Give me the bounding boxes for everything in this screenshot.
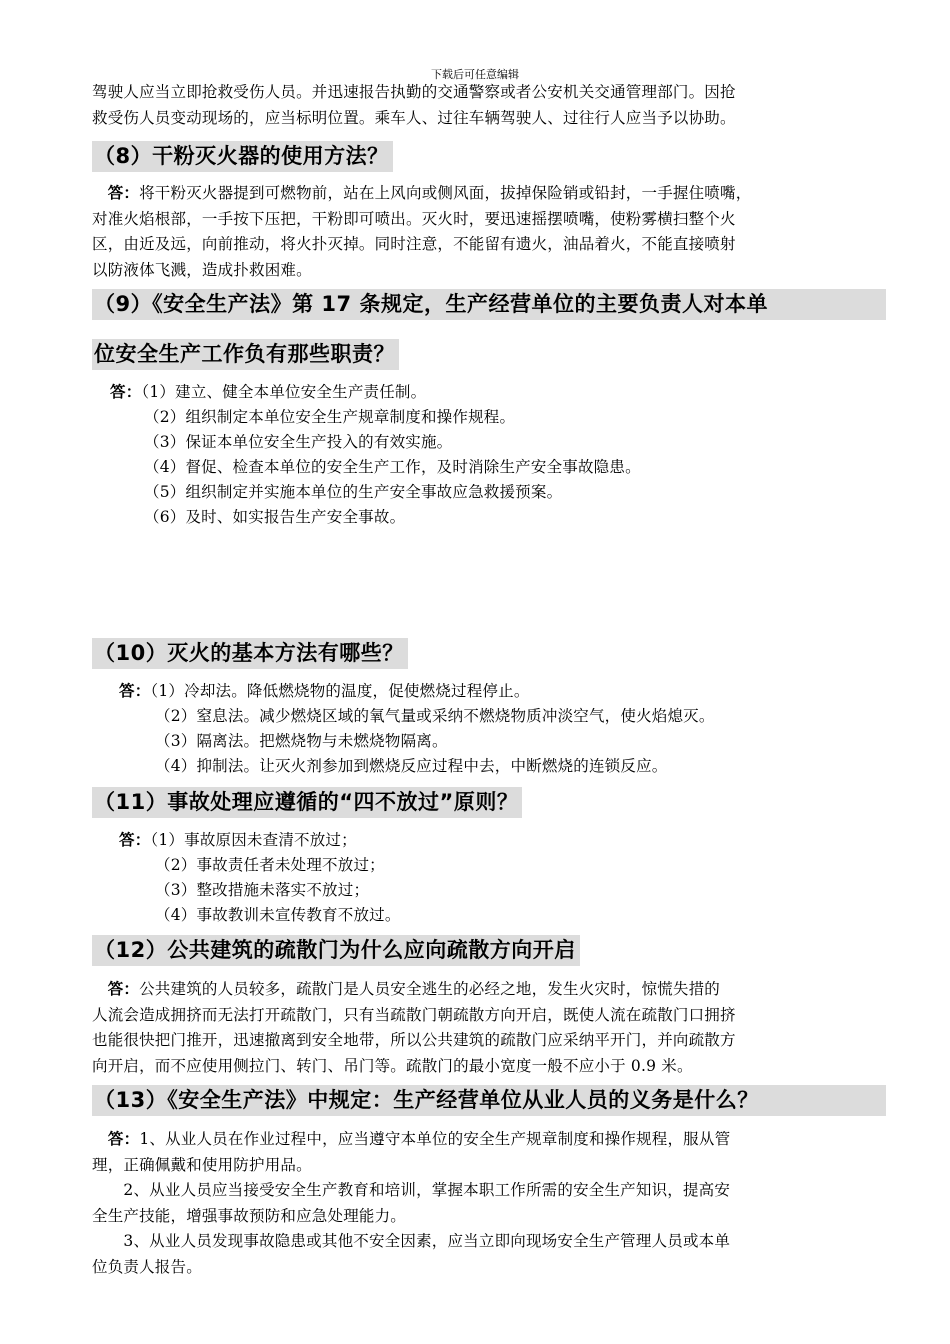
answer-item: （4）督促、检查本单位的安全生产工作，及时消除生产安全事故隐患。 xyxy=(144,458,641,476)
answer-item: （2）窒息法。减少燃烧区域的氧气量或采纳不燃烧物质冲淡空气，使火焰熄灭。 xyxy=(155,707,715,725)
question-8-heading: （8）干粉灭火器的使用方法？ xyxy=(92,141,393,172)
text-line: 人流会造成拥挤而无法打开疏散门，只有当疏散门朝疏散方向开启，既使人流在疏散门口拥挤 xyxy=(92,1005,736,1024)
text-line: 3、从业人员发现事故隐患或其他不安全因素，应当立即向现场安全生产管理人员或本单 xyxy=(123,1232,731,1250)
question-9-heading-line1: （9）《安全生产法》第 17 条规定，生产经营单位的主要负责人对本单 xyxy=(92,289,886,320)
intro-paragraph xyxy=(92,80,884,131)
answer-label: 答： xyxy=(119,830,151,849)
text-line: 位负责人报告。 xyxy=(92,1257,202,1276)
answer-item: （3）保证本单位安全生产投入的有效实施。 xyxy=(144,433,453,451)
answer-item: （2）组织制定本单位安全生产规章制度和操作规程。 xyxy=(144,408,516,426)
answer-item: （4）抑制法。让灭火剂参加到燃烧反应过程中去，中断燃烧的连锁反应。 xyxy=(155,757,668,775)
answer-label: 答： xyxy=(107,1129,140,1148)
question-11-heading: （11）事故处理应遵循的“四不放过”原则？ xyxy=(92,787,522,818)
question-12-heading: （12）公共建筑的疏散门为什么应向疏散方向开启 xyxy=(92,935,580,966)
question-12-answer xyxy=(92,976,884,1079)
answer-label: 答： xyxy=(119,681,151,700)
answer-item: （4）事故教训未宣传教育不放过。 xyxy=(155,906,401,924)
question-13-answer xyxy=(92,1126,884,1280)
text-line: 答：将干粉灭火器提到可燃物前，站在上风向或侧风面，拔掉保险销或铅封，一手握住喷嘴， xyxy=(107,183,752,202)
answer-label: 答： xyxy=(107,183,140,202)
answer-item: 答：（1）冷却法。降低燃烧物的温度，促使燃烧过程停止。 xyxy=(119,681,530,700)
question-13-heading: （13）《安全生产法》中规定：生产经营单位从业人员的义务是什么？ xyxy=(92,1085,886,1116)
page-header: 下载后可任意编辑 xyxy=(431,68,519,81)
text-line: 也能很快把门推开，迅速撤离到安全地带，所以公共建筑的疏散门应采纳平开门，并向疏散方 xyxy=(92,1031,736,1049)
answer-item: （3）隔离法。把燃烧物与未燃烧物隔离。 xyxy=(155,732,448,750)
answer-item: 答：（1）事故原因未查清不放过； xyxy=(119,830,357,849)
text-line: 答：公共建筑的人员较多，疏散门是人员安全逃生的必经之地，发生火灾时，惊慌失措的 xyxy=(107,979,721,998)
question-10-heading: （10）灭火的基本方法有哪些？ xyxy=(92,638,408,669)
answer-item: （3）整改措施未落实不放过； xyxy=(155,881,370,899)
text-line: 理，正确佩戴和使用防护用品。 xyxy=(92,1155,312,1174)
text-line: 以防液体飞溅，造成扑救困难。 xyxy=(92,260,312,279)
text-line: 对准火焰根部，一手按下压把，干粉即可喷出。灭火时，要迅速摇摆喷嘴，使粉雾横扫整个火 xyxy=(92,209,736,228)
answer-item: （2）事故责任者未处理不放过； xyxy=(155,856,385,874)
answer-item: （6）及时、如实报告生产安全事故。 xyxy=(144,508,406,526)
question-9-heading-line2: 位安全生产工作负有那些职责？ xyxy=(92,339,399,370)
text-line: 向开启，而不应使用侧拉门、转门、吊门等。疏散门的最小宽度一般不应小于 0.9 米。 xyxy=(92,1056,693,1075)
answer-label: 答： xyxy=(107,979,140,998)
text-line: 区，由近及远，向前推动，将火扑灭掉。同时注意，不能留有遗火，油品着火，不能直接喷射 xyxy=(92,235,736,253)
answer-item: （5）组织制定并实施本单位的生产安全事故应急救援预案。 xyxy=(144,483,563,501)
text-line: 救受伤人员变动现场的，应当标明位置。乘车人、过往车辆驾驶人、过往行人应当予以协助。 xyxy=(92,108,736,127)
text-line: 答：1、从业人员在作业过程中，应当遵守本单位的安全生产规章制度和操作规程，服从管 xyxy=(107,1129,731,1148)
answer-label: 答： xyxy=(110,382,142,401)
question-8-answer xyxy=(92,180,884,283)
text-line: 驾驶人应当立即抢救受伤人员。并迅速报告执勤的交通警察或者公安机关交通管理部门。因抢 xyxy=(92,83,736,101)
text-line: 2、从业人员应当接受安全生产教育和培训，掌握本职工作所需的安全生产知识，提高安 xyxy=(123,1181,731,1199)
answer-item: 答：（1）建立、健全本单位安全生产责任制。 xyxy=(110,382,427,401)
text-line: 全生产技能，增强事故预防和应急处理能力。 xyxy=(92,1206,407,1225)
